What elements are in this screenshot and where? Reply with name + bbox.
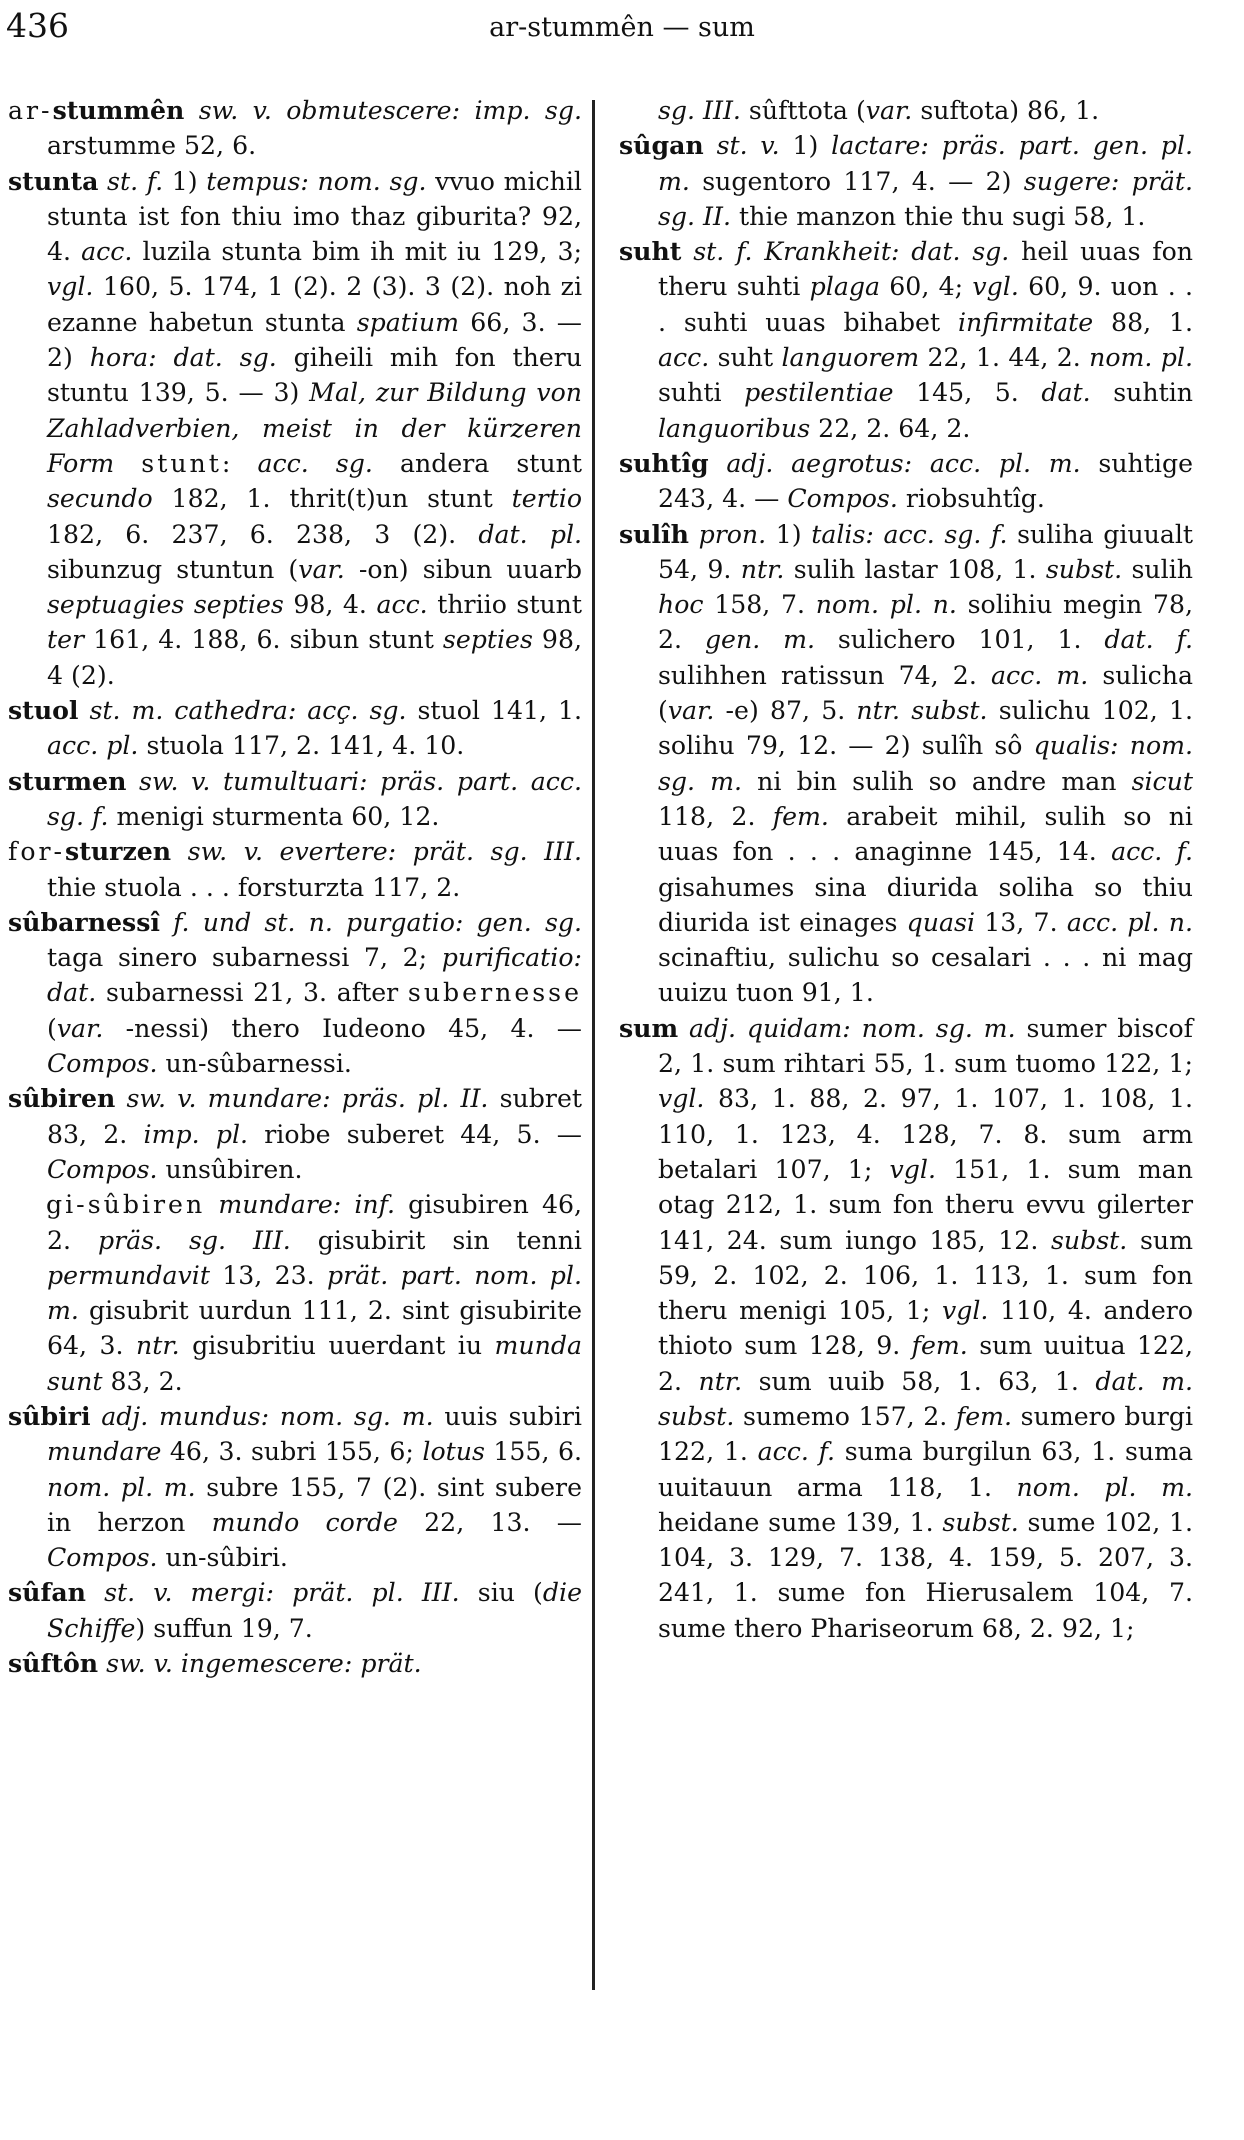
entry-body: adj. aegrotus: acc. pl. m. suhtige 243, 4. — Compos. riobsuhtîg. [658, 448, 1193, 514]
entry-body: st. f. 1) tempus: nom. sg. vvuo michil stunta ist fon thiu imo thaz giburita? 92, 4. acc. luzila stunta bim ih mit iu 129, 3; vgl. 160, 5. 174, 1 (2). 2 (3). 3 (2). noh zi ezanne habetun stunta spatium 66, 3. — 2) hora: dat. sg. giheili mih fon theru stuntu 139, 5. — 3) Mal, zur Bildung von Zahladverbien, meist in der kürzeren Form stunt: acc. sg. andera stunt secundo 182, 1. thrit(t)un stunt tertio 182, 6. 237, 6. 238, 3 (2). dat. pl. sibunzug stuntun (var. -on) sibun uuarb septuagies septies 98, 4. acc. thriio stunt ter 161, 4. 188, 6. sibun stunt septies 98, 4 (2). [47, 166, 583, 690]
entry-body: pron. 1) talis: acc. sg. f. suliha giuualt 54, 9. ntr. sulih lastar 108, 1. subst. sulih hoc 158, 7. nom. pl. n. solihiu megin 78, 2. gen. m. sulichero 101, 1. dat. f. sulihhen ratissun 74, 2. acc. m. sulicha (var. -e) 87, 5. ntr. subst. sulichu 102, 1. solihu 79, 12. — 2) sulîh sô qualis: nom. sg. m. ni bin sulih so andre man sicut 118, 2. fem. arabeit mihil, sulih so ni uuas fon . . . anaginne 145, 14. acc. f. gisahumes sina diurida soliha so thiu diurida ist einages quasi 13, 7. acc. pl. n. scinaftiu, sulichu so cesalari . . . ni mag uuizu tuon 91, 1. [658, 519, 1194, 1008]
headword: sûbiri [8, 1400, 91, 1431]
column-divider [592, 100, 595, 1990]
entry-body: sw. v. ingemescere: prät. [106, 1649, 422, 1679]
dictionary-entry [8, 905, 582, 1081]
headword: sturmen [8, 765, 127, 796]
headword: stummên [52, 95, 185, 125]
dictionary-entry [8, 693, 582, 764]
headword: sulîh [619, 518, 689, 549]
entry-body: sw. v. mundare: präs. pl. II. subret 83, 2. imp. pl. riobe suberet 44, 5. — Compos. unsûbiren. [47, 1084, 582, 1184]
headword-prefix: for- [8, 837, 66, 867]
headword: sum [619, 1012, 679, 1043]
right-column [619, 93, 1193, 1646]
entry-body: gi-sûbiren mundare: inf. gisubiren 46, 2. präs. sg. III. gisubirit sin tenni permundavit 13, 23. prät. part. nom. pl. m. gisubrit uurdun 111, 2. sint gisubirite 64, 3. ntr. gisubritiu uuerdant iu munda sunt 83, 2. [46, 1190, 583, 1396]
dictionary-entry [8, 1081, 582, 1187]
dictionary-entry [619, 517, 1193, 1011]
entry-body: sw. v. tumultuari: präs. part. acc. sg. f. menigi sturmenta 60, 12. [47, 766, 582, 831]
headword-prefix: ar- [8, 96, 53, 125]
headword: sûbarnessî [8, 906, 160, 937]
entry-body: st. m. cathedra: acç. sg. stuol 141, 1. acc. pl. stuola 117, 2. 141, 4. 10. [47, 696, 582, 761]
dictionary-entry [8, 764, 582, 835]
entry-body: f. und st. n. purgatio: gen. sg. taga sinero subarnessi 7, 2; purificatio: dat. subarnessi 21, 3. after subernesse (var. -nessi) thero Iudeono 45, 4. — Compos. un-sûbarnessi. [47, 907, 582, 1079]
headword: sûbiren [8, 1083, 116, 1114]
dictionary-entry [8, 1646, 582, 1681]
entry-body: sg. III. sûfttota (var. suftota) 86, 1. [658, 96, 1100, 125]
dictionary-entry [8, 1399, 582, 1575]
entry-body: st. v. 1) lactare: präs. part. gen. pl. m. sugentoro 117, 4. — 2) sugere: prät. sg. II. thie manzon thie thu sugi 58, 1. [658, 131, 1193, 231]
entry-body: adj. quidam: nom. sg. m. sumer biscof 2, 1. sum rihtari 55, 1. sum tuomo 122, 1; vgl. 83, 1. 88, 2. 97, 1. 107, 1. 108, 1. 110, 1. 123, 4. 128, 7. 8. sum arm betalari 107, 1; vgl. 151, 1. sum man otag 212, 1. sum fon theru evvu gilerter 141, 24. sum iungo 185, 12. subst. sum 59, 2. 102, 2. 106, 1. 113, 1. sum fon theru menigi 105, 1; vgl. 110, 4. andero thioto sum 128, 9. fem. sum uuitua 122, 2. ntr. sum uuib 58, 1. 63, 1. dat. m. subst. sumemo 157, 2. fem. sumero burgi 122, 1. acc. f. suma burgilun 63, 1. suma uuitauun arma 118, 1. nom. pl. m. heidane sume 139, 1. subst. sume 102, 1. 104, 3. 129, 7. 138, 4. 159, 5. 207, 3. 241, 1. sume fon Hierusalem 104, 7. sume thero Phariseorum 68, 2. 92, 1; [658, 1013, 1194, 1643]
headword: suht [619, 236, 682, 267]
headword: stunta [8, 165, 99, 196]
headword: sturzen [65, 836, 172, 867]
dictionary-entry [8, 93, 582, 164]
page-number: 436 [6, 6, 69, 45]
headword: sûfan [8, 1577, 86, 1608]
headword: sûftôn [8, 1648, 99, 1679]
dictionary-entry [619, 128, 1193, 234]
entry-continuation [619, 93, 1193, 128]
left-column [8, 93, 582, 1681]
dictionary-entry [619, 234, 1193, 446]
dictionary-entry [8, 834, 582, 905]
dictionary-entry [619, 446, 1193, 517]
dictionary-entry [8, 1575, 582, 1646]
headword: stuol [8, 695, 79, 726]
entry-body: st. f. Krankheit: dat. sg. heil uuas fon theru suhti plaga 60, 4; vgl. 60, 9. uon . . . suhti uuas bihabet infirmitate 88, 1. acc. suht languorem 22, 1. 44, 2. nom. pl. suhti pestilentiae 145, 5. dat. suhtin languoribus 22, 2. 64, 2. [658, 237, 1193, 443]
entry-body: sw. v. obmutescere: imp. sg. arstumme 52, 6. [47, 96, 582, 161]
headword: sûgan [619, 130, 704, 161]
entry-body: st. v. mergi: prät. pl. III. siu (die Schiffe) suffun 19, 7. [47, 1578, 582, 1643]
dictionary-entry [619, 1011, 1193, 1646]
dictionary-entry [8, 164, 582, 693]
headword: suhtîg [619, 447, 709, 478]
dictionary-entry [8, 1187, 582, 1399]
entry-body: adj. mundus: nom. sg. m. uuis subiri mundare 46, 3. subri 155, 6; lotus 155, 6. nom. pl. m. subre 155, 7 (2). sint subere in herzon mundo corde 22, 13. — Compos. un-sûbiri. [47, 1401, 582, 1573]
running-head: ar-stummên — sum [489, 12, 755, 43]
entry-body: sw. v. evertere: prät. sg. III. thie stuola . . . forsturzta 117, 2. [47, 837, 582, 902]
